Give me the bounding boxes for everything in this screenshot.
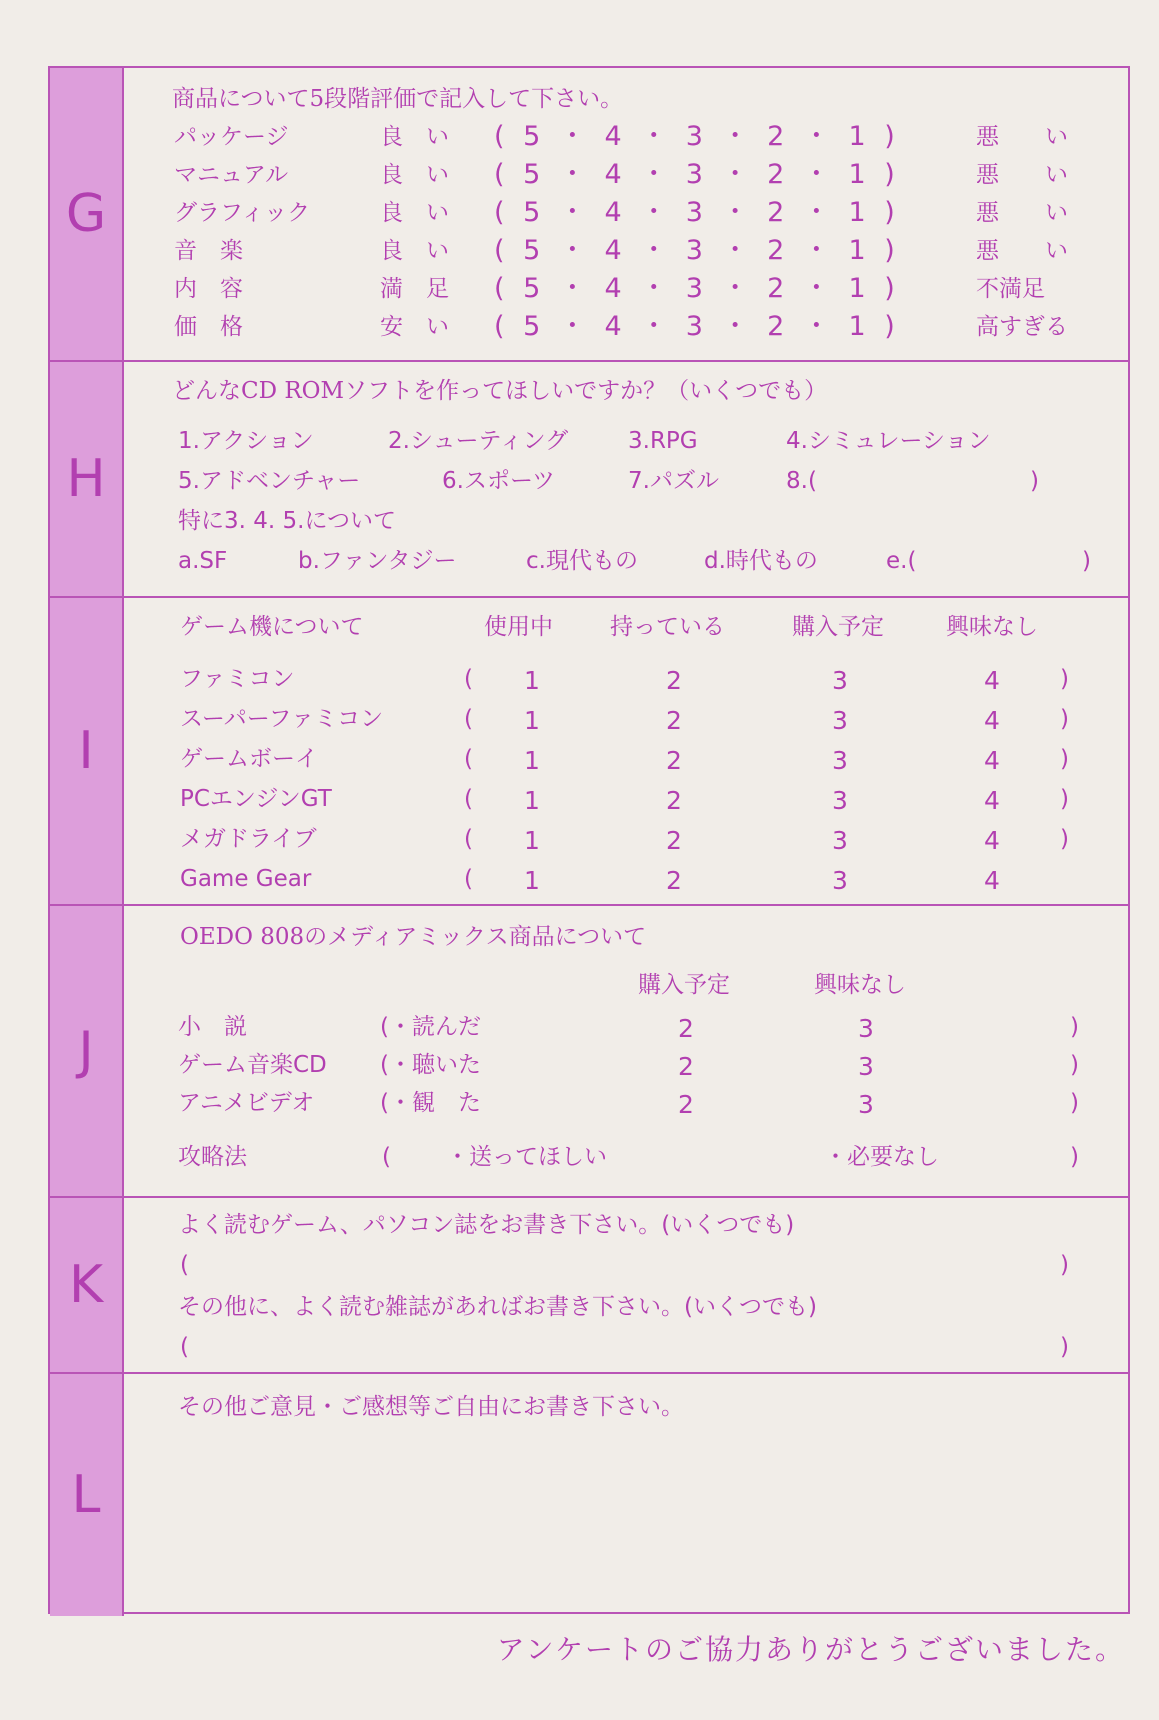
genre-other-close: )	[1082, 548, 1091, 574]
rating-label: パッケージ	[174, 124, 289, 150]
media-close: )	[1070, 1014, 1079, 1040]
rating-good: 良 い	[380, 124, 449, 150]
console-open: (	[464, 866, 473, 892]
rating-scale[interactable]: ( 5 ・ 4 ・ 3 ・ 2 ・ 1 )	[494, 159, 900, 190]
magazine-open-2[interactable]: (	[180, 1334, 189, 1360]
section-i-title: ゲーム機について	[180, 614, 364, 640]
survey-form	[48, 66, 1130, 1614]
rating-bad: 悪 い	[976, 200, 1068, 226]
console-choice[interactable]: 2	[666, 786, 682, 815]
rating-bad: 悪 い	[976, 124, 1068, 150]
console-label: Game Gear	[180, 866, 312, 892]
option-adventure[interactable]: 5.アドベンチャー	[178, 468, 361, 494]
section-g	[50, 68, 1128, 362]
rating-scale[interactable]: ( 5 ・ 4 ・ 3 ・ 2 ・ 1 )	[494, 273, 900, 304]
media-plan[interactable]: 2	[678, 1014, 694, 1043]
console-label: メガドライブ	[180, 826, 317, 852]
section-h	[50, 362, 1128, 598]
console-open: (	[464, 706, 473, 732]
console-choice[interactable]: 4	[984, 706, 1000, 735]
section-g-letter: G	[50, 68, 124, 360]
section-i	[50, 598, 1128, 906]
console-choice[interactable]: 3	[832, 666, 848, 695]
option-action[interactable]: 1.アクション	[178, 428, 314, 454]
rating-scale[interactable]: ( 5 ・ 4 ・ 3 ・ 2 ・ 1 )	[494, 197, 900, 228]
console-label: スーパーファミコン	[180, 706, 384, 732]
section-j-title: OEDO 808のメディアミックス商品について	[180, 924, 647, 950]
guide-close: )	[1070, 1144, 1079, 1170]
console-choice[interactable]: 4	[984, 666, 1000, 695]
rating-label: 内 容	[174, 276, 243, 302]
rating-good: 良 い	[380, 200, 449, 226]
option-puzzle[interactable]: 7.パズル	[628, 468, 719, 494]
console-choice[interactable]: 3	[832, 786, 848, 815]
console-choice[interactable]: 1	[524, 706, 540, 735]
magazine-close-2: )	[1060, 1334, 1069, 1360]
console-choice[interactable]: 1	[524, 866, 540, 895]
console-choice[interactable]: 4	[984, 826, 1000, 855]
magazine-close-1: )	[1060, 1252, 1069, 1278]
console-choice[interactable]: 2	[666, 826, 682, 855]
section-l-letter: L	[50, 1374, 124, 1616]
rating-bad: 悪 い	[976, 162, 1068, 188]
guide-want[interactable]: ・送ってほしい	[446, 1144, 607, 1170]
media-plan[interactable]: 2	[678, 1090, 694, 1119]
option-sports[interactable]: 6.スポーツ	[442, 468, 556, 494]
genre-period[interactable]: d.時代もの	[704, 548, 818, 574]
console-choice[interactable]: 1	[524, 786, 540, 815]
guide-open: (	[382, 1144, 391, 1170]
col-in-use: 使用中	[484, 614, 553, 640]
col-not-interested: 興味なし	[946, 614, 1038, 640]
option-rpg[interactable]: 3.RPG	[628, 428, 698, 454]
rating-bad: 高すぎる	[976, 314, 1068, 340]
col-planned: 購入予定	[792, 614, 884, 640]
section-h-title: どんなCD ROMソフトを作ってほしいですか？（いくつでも）	[172, 378, 828, 404]
section-k-letter: K	[50, 1198, 124, 1372]
console-open: (	[464, 666, 473, 692]
console-close: )	[1060, 666, 1069, 692]
section-i-letter: I	[50, 598, 124, 904]
rating-label: マニュアル	[174, 162, 289, 188]
magazine-question-2: その他に、よく読む雑誌があればお書き下さい。(いくつでも)	[178, 1294, 817, 1320]
console-choice[interactable]: 3	[832, 746, 848, 775]
media-label: ゲーム音楽CD	[178, 1052, 327, 1078]
special-note: 特に3. 4. 5.について	[178, 508, 396, 534]
genre-fantasy[interactable]: b.ファンタジー	[298, 548, 457, 574]
section-l	[50, 1374, 1128, 1616]
console-open: (	[464, 786, 473, 812]
console-choice[interactable]: 2	[666, 866, 682, 895]
media-close: )	[1070, 1090, 1079, 1116]
console-open: (	[464, 826, 473, 852]
rating-scale[interactable]: ( 5 ・ 4 ・ 3 ・ 2 ・ 1 )	[494, 235, 900, 266]
genre-modern[interactable]: c.現代もの	[526, 548, 638, 574]
console-choice[interactable]: 3	[832, 826, 848, 855]
genre-other[interactable]: e.(	[886, 548, 917, 574]
console-choice[interactable]: 1	[524, 666, 540, 695]
console-choice[interactable]: 3	[832, 866, 848, 895]
col-owned: 持っている	[610, 614, 725, 640]
section-j	[50, 906, 1128, 1198]
media-none[interactable]: 3	[858, 1014, 874, 1043]
media-label: 小 説	[178, 1014, 247, 1040]
rating-label: グラフィック	[174, 200, 311, 226]
console-choice[interactable]: 4	[984, 786, 1000, 815]
col-purchase-plan: 購入予定	[638, 972, 730, 998]
magazine-question-1: よく読むゲーム、パソコン誌をお書き下さい。(いくつでも)	[178, 1212, 795, 1238]
rating-bad: 悪 い	[976, 238, 1068, 264]
console-choice[interactable]: 1	[524, 746, 540, 775]
genre-sf[interactable]: a.SF	[178, 548, 228, 574]
option-shooting[interactable]: 2.シューティング	[388, 428, 569, 454]
console-close: )	[1060, 786, 1069, 812]
console-label: PCエンジンGT	[180, 786, 332, 812]
rating-bad: 不満足	[976, 276, 1045, 302]
rating-scale[interactable]: ( 5 ・ 4 ・ 3 ・ 2 ・ 1 )	[494, 121, 900, 152]
console-choice[interactable]: 4	[984, 866, 1000, 895]
section-k	[50, 1198, 1128, 1374]
rating-good: 安 い	[380, 314, 449, 340]
section-h-letter: H	[50, 362, 124, 596]
comment-area[interactable]	[150, 1434, 1108, 1596]
console-choice[interactable]: 1	[524, 826, 540, 855]
media-plan[interactable]: 2	[678, 1052, 694, 1081]
console-choice[interactable]: 2	[666, 746, 682, 775]
media-option[interactable]: (・観 た	[380, 1090, 481, 1116]
console-open: (	[464, 746, 473, 772]
media-option[interactable]: (・聴いた	[380, 1052, 481, 1078]
rating-label: 音 楽	[174, 238, 243, 264]
guide-not-needed[interactable]: ・必要なし	[824, 1144, 939, 1170]
option-other-close: )	[1030, 468, 1039, 494]
media-none[interactable]: 3	[858, 1052, 874, 1081]
console-close: )	[1060, 706, 1069, 732]
option-simulation[interactable]: 4.シミュレーション	[786, 428, 991, 454]
rating-good: 良 い	[380, 162, 449, 188]
section-l-title: その他ご意見・ご感想等ご自由にお書き下さい。	[178, 1394, 684, 1420]
rating-good: 良 い	[380, 238, 449, 264]
console-label: ファミコン	[180, 666, 295, 692]
section-g-title: 商品について5段階評価で記入して下さい。	[172, 86, 624, 112]
col-no-interest: 興味なし	[814, 972, 906, 998]
console-choice[interactable]: 4	[984, 746, 1000, 775]
option-other[interactable]: 8.(	[786, 468, 817, 494]
media-none[interactable]: 3	[858, 1090, 874, 1119]
rating-label: 価 格	[174, 314, 243, 340]
console-label: ゲームボーイ	[180, 746, 318, 772]
guide-label: 攻略法	[178, 1144, 247, 1170]
console-close: )	[1060, 826, 1069, 852]
magazine-open-1[interactable]: (	[180, 1252, 189, 1278]
thank-you-message: アンケートのご協力ありがとうございました。	[496, 1633, 1125, 1666]
rating-good: 満 足	[380, 276, 449, 302]
media-option[interactable]: (・読んだ	[380, 1014, 481, 1040]
console-close: )	[1060, 746, 1069, 772]
console-choice[interactable]: 2	[666, 666, 682, 695]
console-choice[interactable]: 2	[666, 706, 682, 735]
media-close: )	[1070, 1052, 1079, 1078]
console-choice[interactable]: 3	[832, 706, 848, 735]
section-j-letter: J	[50, 906, 124, 1196]
rating-scale[interactable]: ( 5 ・ 4 ・ 3 ・ 2 ・ 1 )	[494, 311, 900, 342]
media-label: アニメビデオ	[178, 1090, 315, 1116]
